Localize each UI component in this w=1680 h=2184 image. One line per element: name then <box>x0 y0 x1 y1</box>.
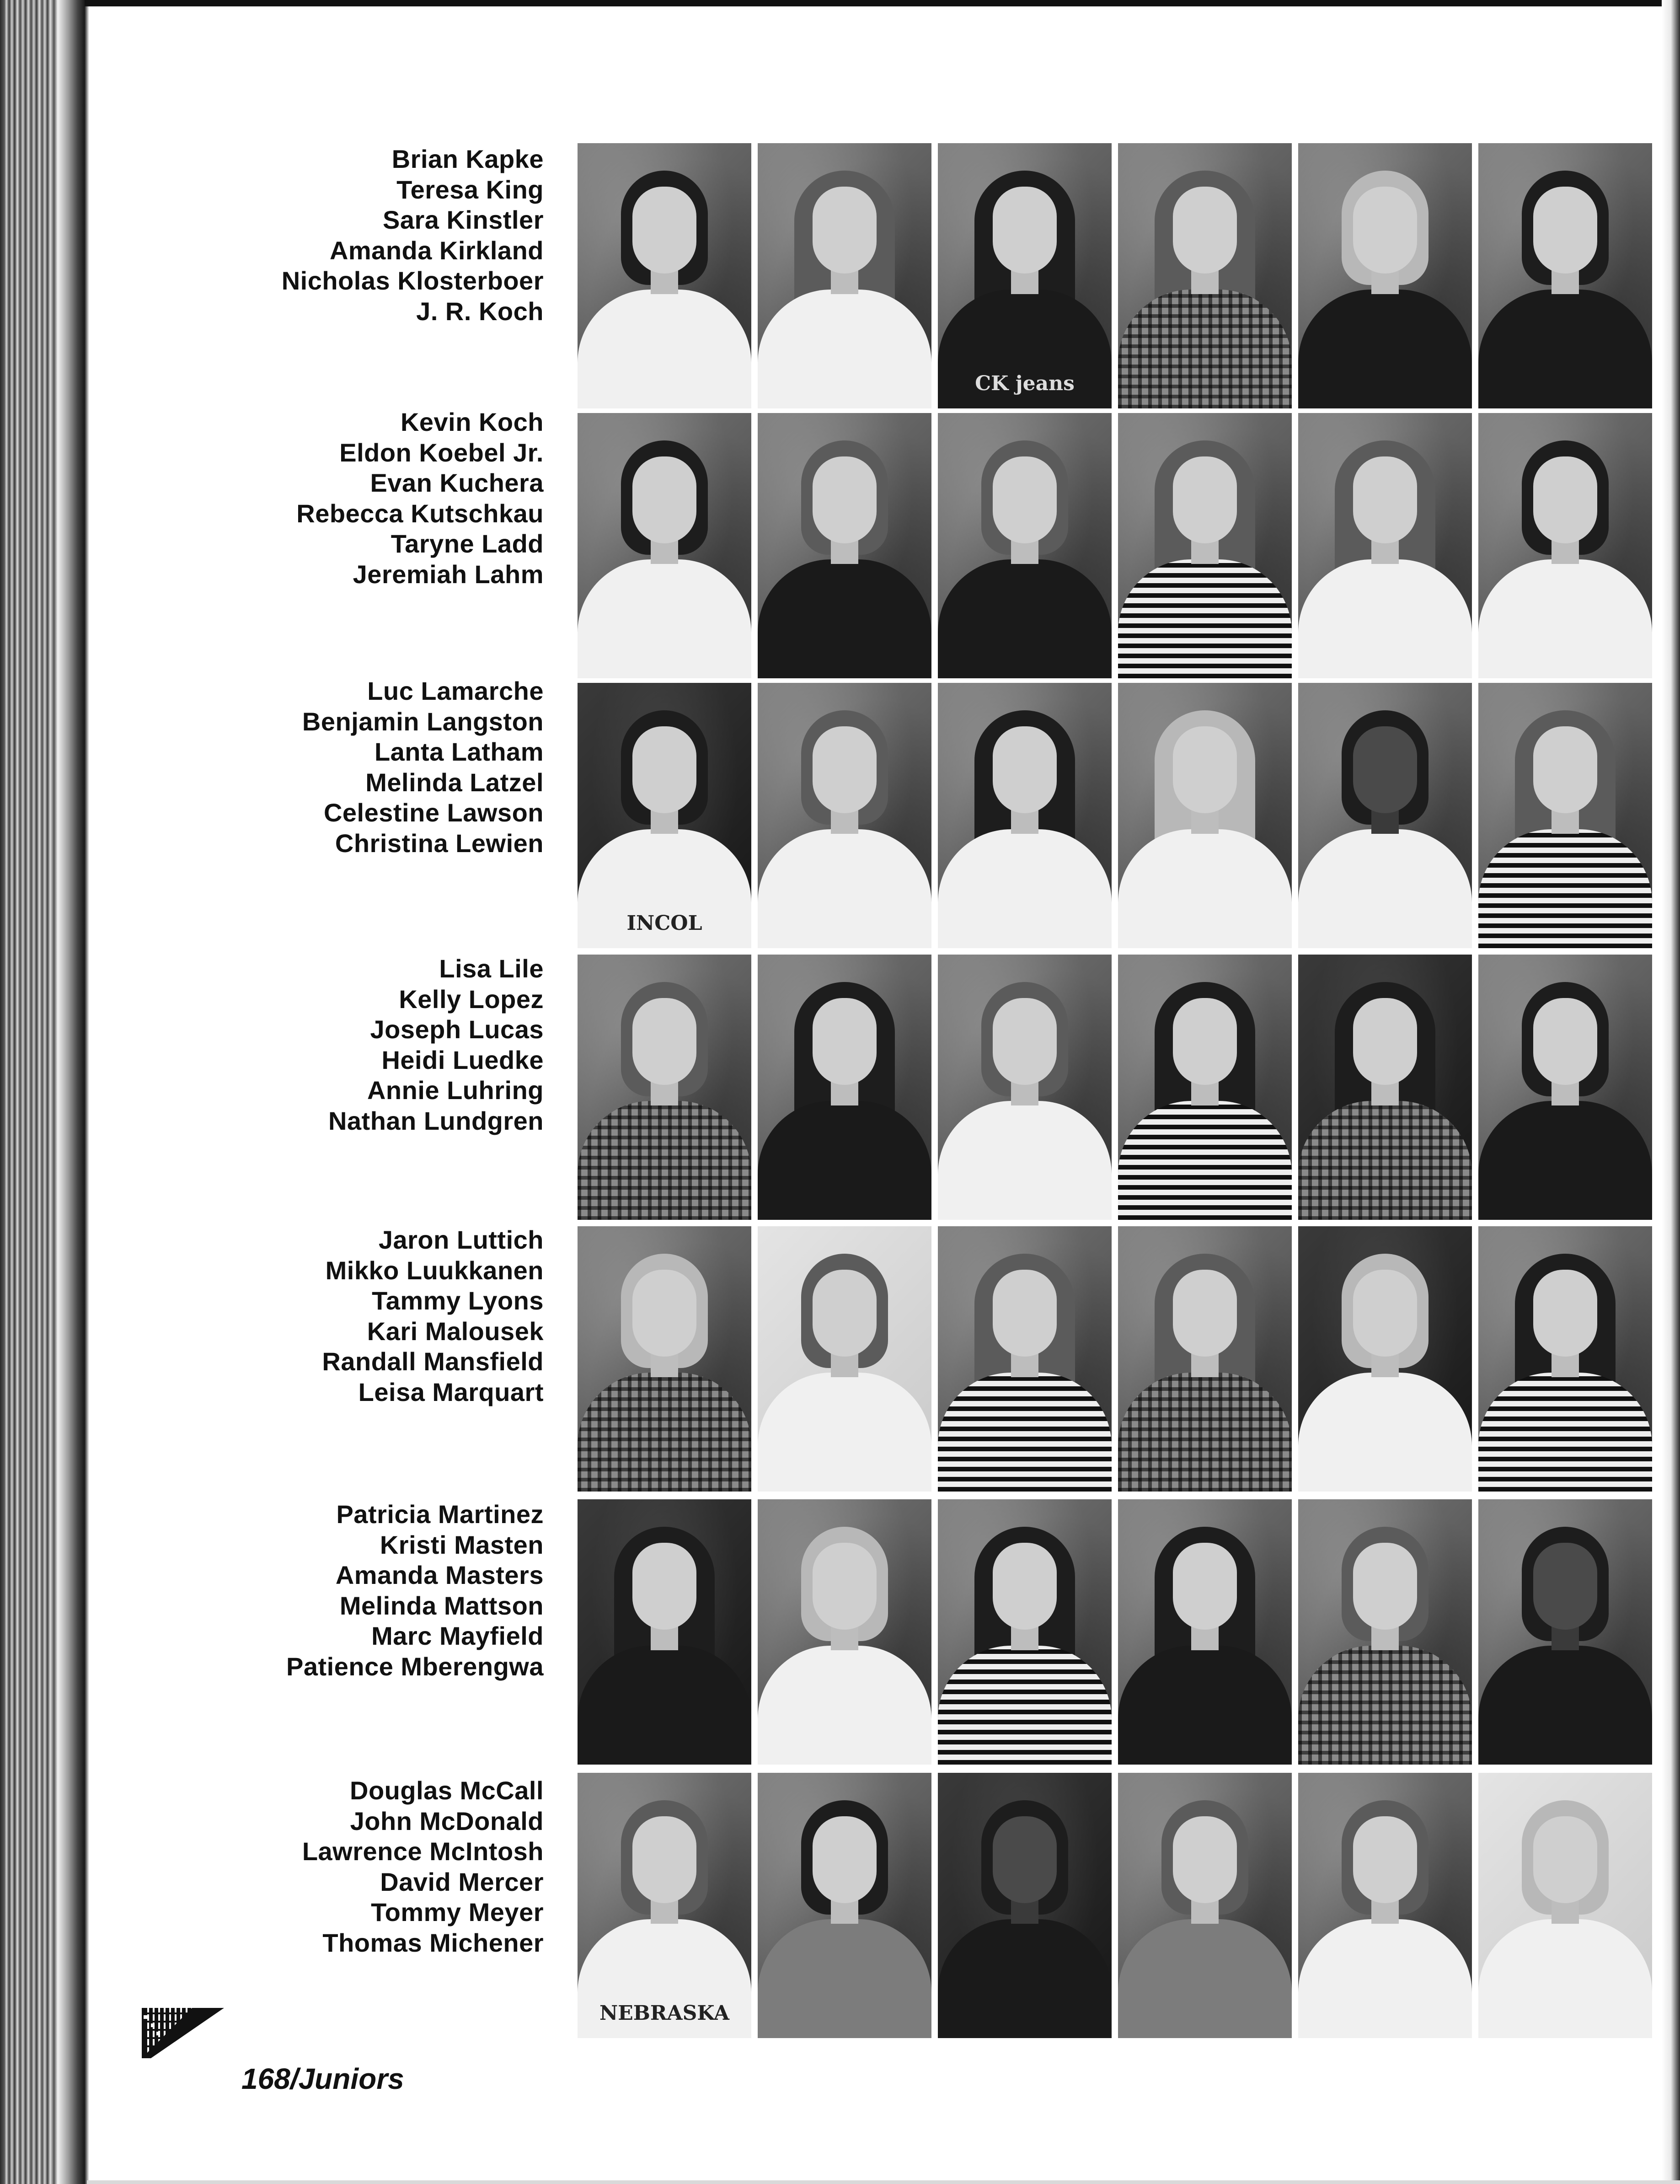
shirt-print-text: NEBRASKA <box>599 2002 730 2025</box>
portrait-shirt <box>1118 1373 1292 1492</box>
portrait-shirt <box>1298 1373 1472 1492</box>
student-name: Patricia Martinez <box>336 1500 544 1529</box>
portrait-face <box>993 998 1057 1085</box>
portrait-face <box>1533 998 1597 1085</box>
portrait-shirt <box>758 1646 931 1765</box>
student-portrait-photo <box>1118 955 1292 1220</box>
student-name: Kevin Koch <box>400 408 544 436</box>
student-name: Tammy Lyons <box>372 1286 544 1315</box>
student-portrait-photo <box>1118 1499 1292 1765</box>
student-name: Douglas McCall <box>350 1776 544 1805</box>
student-name: J. R. Koch <box>416 296 544 326</box>
portrait-face <box>1173 456 1237 543</box>
student-portrait-photo <box>1118 683 1292 948</box>
portrait-face <box>1353 1816 1417 1903</box>
portrait-face <box>1533 726 1597 813</box>
name-list-row-6 <box>132 1499 544 1682</box>
portrait-face <box>632 456 696 543</box>
portrait-face <box>993 1543 1057 1630</box>
portrait-face <box>1533 1270 1597 1357</box>
student-name: Taryne Ladd <box>391 529 544 558</box>
portrait-shirt <box>1478 1646 1652 1765</box>
student-name: Lisa Lile <box>439 954 544 983</box>
brick-wall-graphic <box>142 2008 224 2058</box>
name-list-row-4 <box>132 954 544 1136</box>
portrait-shirt <box>1478 290 1652 408</box>
student-portrait-photo <box>758 1499 931 1765</box>
portrait-face <box>813 1270 877 1357</box>
student-portrait-photo <box>1298 143 1472 408</box>
student-portrait-photo <box>1118 1226 1292 1492</box>
student-portrait-photo <box>758 413 931 678</box>
student-name: Randall Mansfield <box>322 1347 544 1376</box>
student-name: Kristi Masten <box>380 1530 544 1559</box>
student-portrait-photo <box>578 1226 751 1492</box>
portrait-face <box>813 456 877 543</box>
name-list-row-3 <box>132 676 544 859</box>
top-page-rule <box>85 0 1680 6</box>
student-name: Benjamin Langston <box>302 707 544 736</box>
portrait-face <box>1533 1816 1597 1903</box>
portrait-shirt <box>578 290 751 408</box>
name-list-row-2 <box>132 407 544 590</box>
right-page-edge <box>1662 0 1680 2184</box>
student-portrait-photo <box>938 1226 1112 1492</box>
student-name: John McDonald <box>350 1806 544 1835</box>
portrait-shirt <box>1298 290 1472 408</box>
student-name: Celestine Lawson <box>323 798 544 827</box>
student-portrait-photo <box>938 683 1112 948</box>
portrait-shirt <box>1298 559 1472 678</box>
portrait-face <box>813 1543 877 1630</box>
portrait-face <box>1173 998 1237 1085</box>
student-portrait-photo <box>1478 143 1652 408</box>
student-name: Patience Mberengwa <box>286 1652 544 1681</box>
student-name: Amanda Kirkland <box>329 236 544 265</box>
student-name: Melinda Mattson <box>339 1591 544 1620</box>
portrait-shirt <box>1118 1919 1292 2038</box>
portrait-shirt <box>938 829 1112 948</box>
student-portrait-photo <box>1298 683 1472 948</box>
portrait-face <box>632 1543 696 1630</box>
portrait-shirt <box>1478 829 1652 948</box>
student-name: Leisa Marquart <box>358 1377 544 1406</box>
portrait-face <box>813 726 877 813</box>
portrait-shirt <box>1478 1101 1652 1220</box>
student-portrait-photo <box>1298 955 1472 1220</box>
portrait-shirt <box>578 1646 751 1765</box>
portrait-face <box>632 726 696 813</box>
student-portrait-photo <box>578 1499 751 1765</box>
student-name: Lawrence McIntosh <box>302 1837 544 1866</box>
student-portrait-photo <box>578 955 751 1220</box>
student-name: Rebecca Kutschkau <box>296 499 544 528</box>
portrait-shirt <box>938 559 1112 678</box>
portrait-shirt <box>578 1373 751 1492</box>
portrait-shirt <box>758 829 931 948</box>
student-portrait-photo <box>758 955 931 1220</box>
student-name: Lanta Latham <box>374 737 544 766</box>
student-name: Luc Lamarche <box>367 676 544 705</box>
portrait-face <box>632 1270 696 1357</box>
student-name: Marc Mayfield <box>371 1621 544 1650</box>
student-portrait-photo <box>938 413 1112 678</box>
student-name: Tommy Meyer <box>371 1898 544 1926</box>
portrait-face <box>1173 187 1237 274</box>
shirt-print-text: CK jeans <box>975 372 1075 395</box>
student-name: Sara Kinstler <box>383 205 544 234</box>
student-name: Kelly Lopez <box>399 984 544 1014</box>
student-portrait-photo <box>1478 683 1652 948</box>
portrait-face <box>813 1816 877 1903</box>
portrait-shirt <box>1478 559 1652 678</box>
student-portrait-photo <box>578 143 751 408</box>
portrait-shirt <box>1298 1919 1472 2038</box>
portrait-face <box>1353 456 1417 543</box>
student-name: Nicholas Klosterboer <box>281 266 544 295</box>
student-portrait-photo <box>758 143 931 408</box>
portrait-face <box>632 1816 696 1903</box>
student-name: David Mercer <box>380 1867 544 1896</box>
bottom-page-edge <box>87 2180 1680 2184</box>
student-name: Mikko Luukkanen <box>325 1256 544 1285</box>
student-name: Jaron Luttich <box>378 1225 544 1254</box>
student-portrait-photo <box>938 1773 1112 2038</box>
student-portrait-photo <box>938 955 1112 1220</box>
student-portrait-photo <box>758 1773 931 2038</box>
student-portrait-photo <box>758 1226 931 1492</box>
student-name: Heidi Luedke <box>381 1045 544 1074</box>
portrait-face <box>1173 1816 1237 1903</box>
student-name: Melinda Latzel <box>365 767 544 797</box>
student-portrait-photo <box>1298 1773 1472 2038</box>
student-portrait-photo <box>1118 413 1292 678</box>
student-name: Jeremiah Lahm <box>353 559 544 589</box>
portrait-face <box>993 1816 1057 1903</box>
name-list-row-1 <box>132 144 544 327</box>
student-portrait-photo <box>578 683 751 948</box>
student-portrait-photo <box>1478 1499 1652 1765</box>
portrait-shirt <box>758 1373 931 1492</box>
student-portrait-photo <box>1478 1226 1652 1492</box>
portrait-shirt <box>1478 1373 1652 1492</box>
student-portrait-photo <box>578 413 751 678</box>
book-binding-edge <box>0 0 89 2184</box>
portrait-face <box>1533 187 1597 274</box>
student-name: Joseph Lucas <box>370 1015 544 1044</box>
student-portrait-photo <box>938 1499 1112 1765</box>
portrait-face <box>1173 1270 1237 1357</box>
student-portrait-photo <box>758 683 931 948</box>
portrait-face <box>993 456 1057 543</box>
student-portrait-photo <box>938 143 1112 408</box>
student-name: Thomas Michener <box>322 1928 544 1957</box>
student-portrait-photo <box>1478 413 1652 678</box>
portrait-shirt <box>1298 1646 1472 1765</box>
portrait-face <box>1533 1543 1597 1630</box>
page-folio: 168/Juniors <box>241 2062 404 2095</box>
student-portrait-photo <box>1298 1499 1472 1765</box>
portrait-shirt <box>578 1101 751 1220</box>
portrait-face <box>993 726 1057 813</box>
student-portrait-photo <box>1118 1773 1292 2038</box>
portrait-shirt <box>578 559 751 678</box>
name-list-row-7 <box>132 1776 544 1958</box>
portrait-shirt <box>1118 1101 1292 1220</box>
student-name: Amanda Masters <box>335 1561 544 1589</box>
portrait-shirt <box>1118 1646 1292 1765</box>
portrait-shirt <box>938 1919 1112 2038</box>
portrait-face <box>1353 998 1417 1085</box>
student-name: Evan Kuchera <box>370 468 544 497</box>
student-name: Nathan Lundgren <box>328 1106 544 1135</box>
portrait-shirt <box>1298 1101 1472 1220</box>
portrait-face <box>993 1270 1057 1357</box>
portrait-face <box>1353 1543 1417 1630</box>
portrait-shirt <box>938 1101 1112 1220</box>
student-name: Brian Kapke <box>391 145 544 173</box>
name-list-row-5 <box>132 1225 544 1407</box>
student-portrait-photo <box>1298 1226 1472 1492</box>
portrait-shirt <box>758 559 931 678</box>
portrait-face <box>1533 456 1597 543</box>
portrait-face <box>813 998 877 1085</box>
portrait-face <box>1353 187 1417 274</box>
portrait-shirt <box>1118 559 1292 678</box>
portrait-shirt <box>758 290 931 408</box>
shirt-print-text: INCOL <box>626 912 702 935</box>
portrait-face <box>1353 1270 1417 1357</box>
student-portrait-photo <box>1298 413 1472 678</box>
portrait-face <box>1173 726 1237 813</box>
portrait-face <box>1173 1543 1237 1630</box>
portrait-shirt <box>938 1373 1112 1492</box>
portrait-shirt <box>1118 829 1292 948</box>
portrait-face <box>1353 726 1417 813</box>
portrait-shirt <box>938 1646 1112 1765</box>
student-name: Kari Malousek <box>367 1316 544 1346</box>
portrait-shirt <box>758 1919 931 2038</box>
portrait-face <box>813 187 877 274</box>
portrait-shirt <box>1478 1919 1652 2038</box>
student-name: Annie Luhring <box>367 1076 544 1105</box>
portrait-face <box>632 998 696 1085</box>
student-portrait-photo <box>578 1773 751 2038</box>
student-name: Christina Lewien <box>335 828 544 858</box>
student-portrait-photo <box>1478 1773 1652 2038</box>
portrait-face <box>993 187 1057 274</box>
student-portrait-photo <box>1118 143 1292 408</box>
student-name: Eldon Koebel Jr. <box>339 438 544 467</box>
portrait-shirt <box>1118 290 1292 408</box>
portrait-shirt <box>1298 829 1472 948</box>
student-portrait-photo <box>1478 955 1652 1220</box>
portrait-face <box>632 187 696 274</box>
portrait-shirt <box>758 1101 931 1220</box>
student-name: Teresa King <box>396 175 544 204</box>
